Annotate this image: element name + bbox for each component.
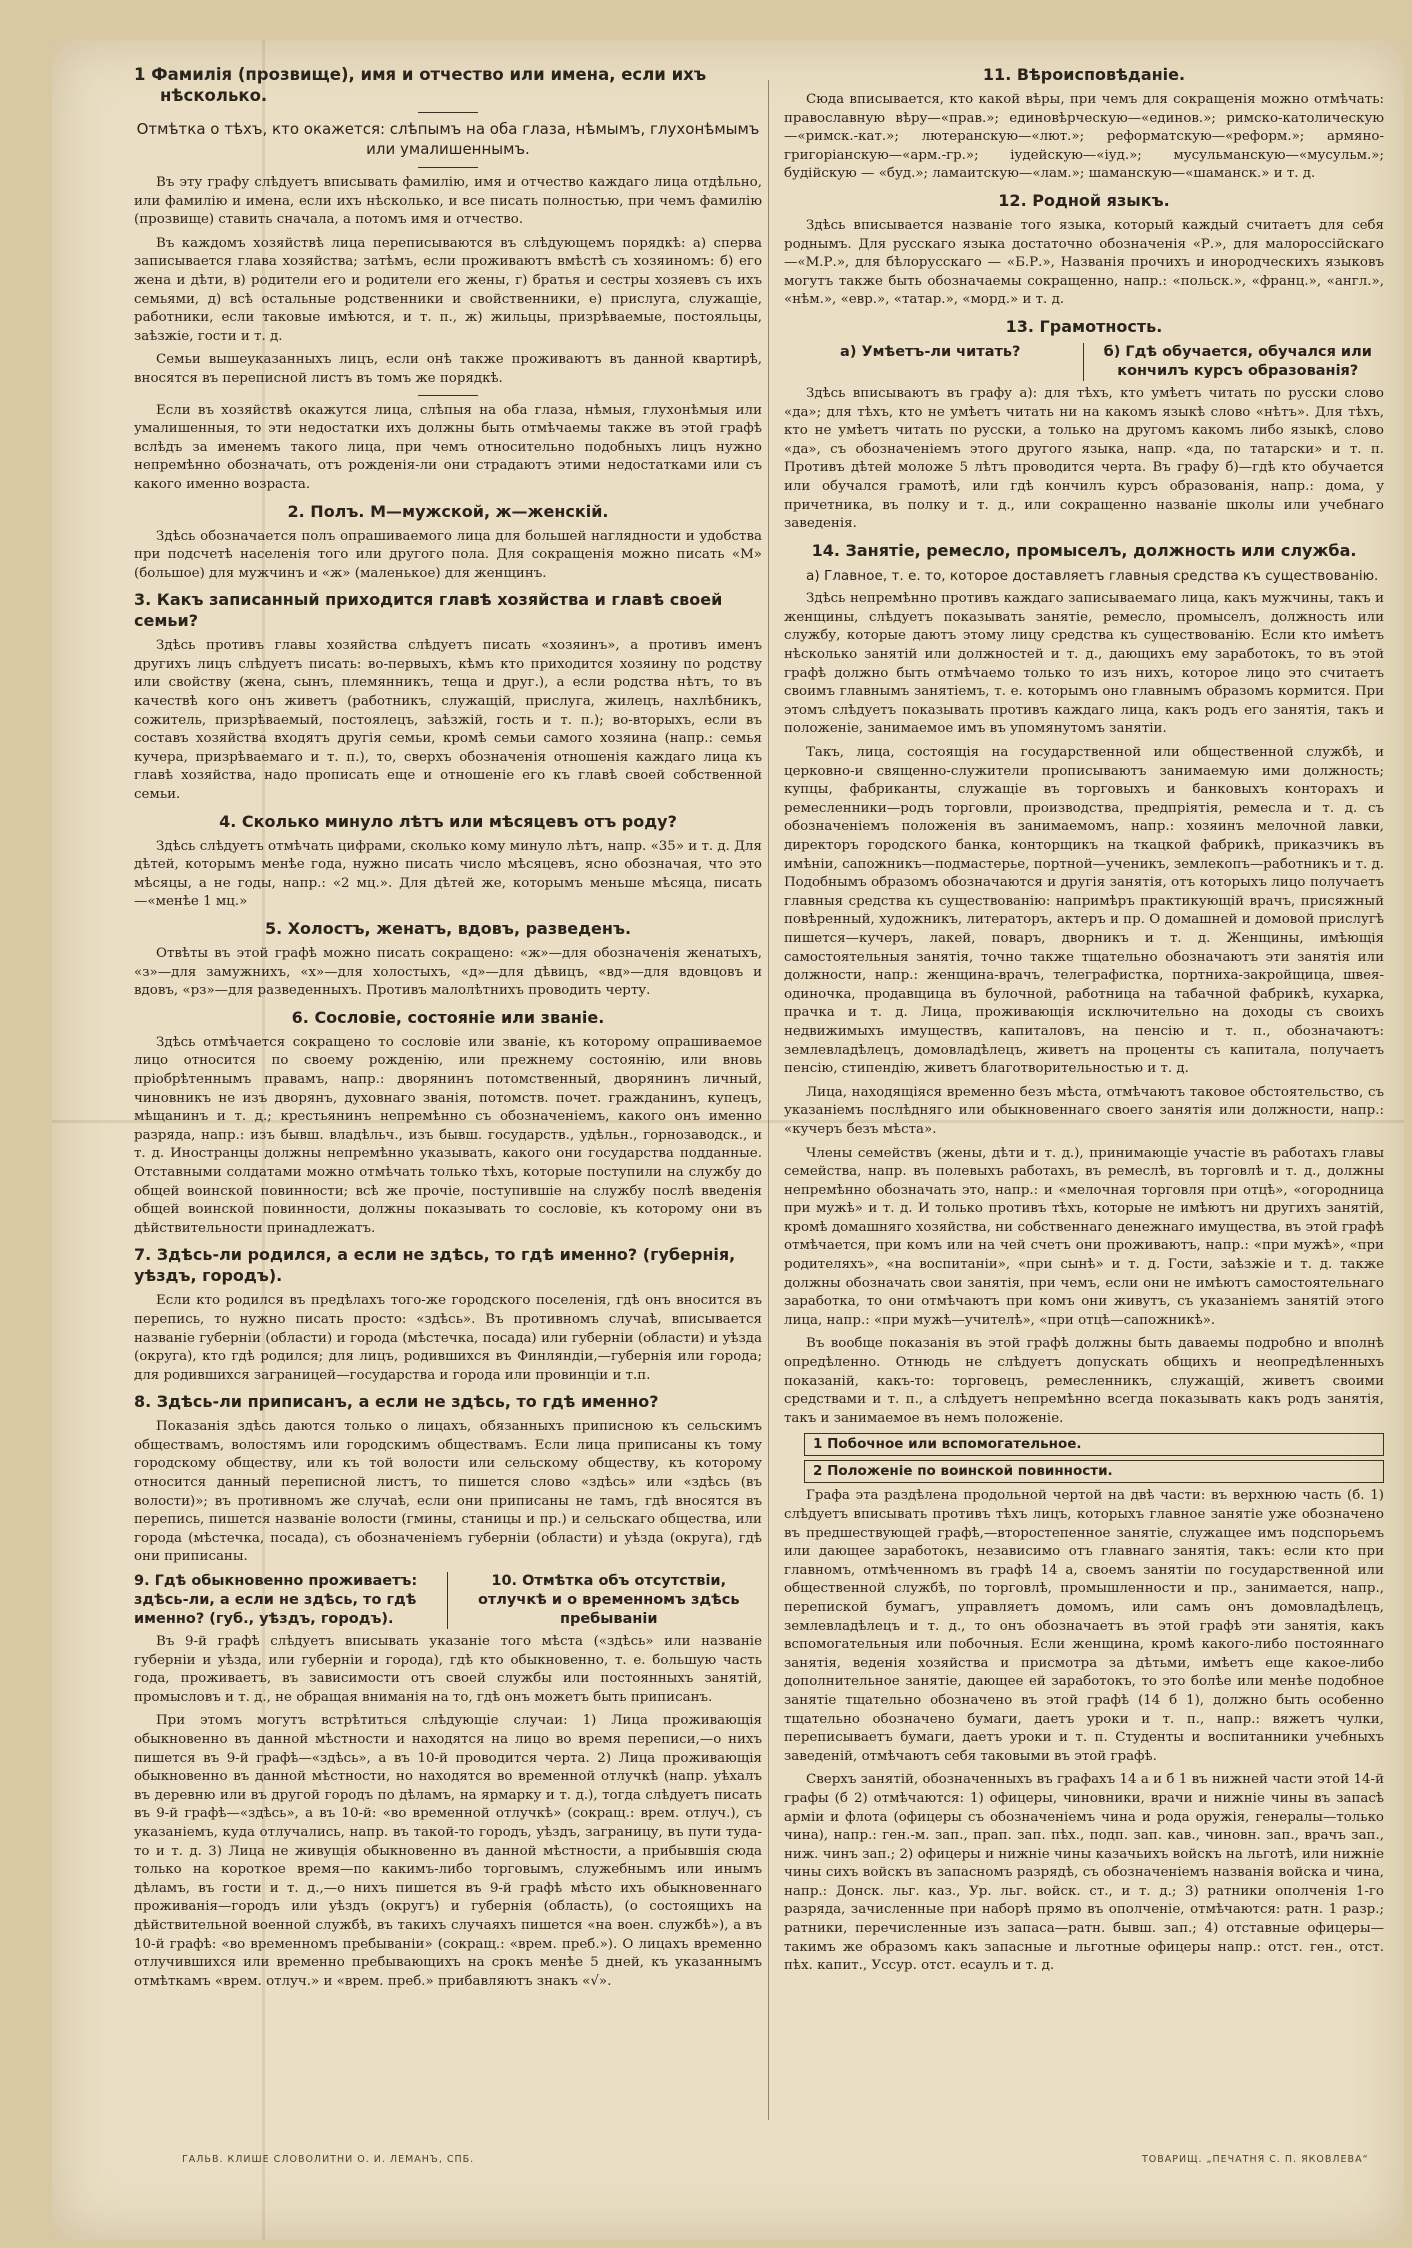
paragraph: Семьи вышеуказанныхъ лицъ, если онѣ также проживаютъ въ данной квартирѣ, вносятся въ переписной листъ въ томъ же порядкѣ.	[134, 352, 762, 386]
section-heading-1: 1 Фамилія (прозвище), имя и отчество или имена, если ихъ нѣсколько.	[134, 65, 707, 105]
section-heading-6: 6. Сословіе, состояніе или званіе.	[291, 1007, 605, 1027]
paragraph: Сюда вписывается, кто какой вѣры, при чемъ для сокращенія можно отмѣчать: православную вѣру—«прав.»; единовѣрческую—«единов.»; римско-католическую—«римск.-кат.»; лютеранскую—«лют.»; реформатскую—«реформ.»; армяно-григоріанскую—«арм.-гр.»; іудейскую—«іуд.»; мусульманскую—«мусульм.»; будійскую — «буд.»; ламаитскую—«лам.»; шаманскую—«шаманск.» и т. д.	[784, 92, 1384, 182]
section-heading-7: 7. Здѣсь-ли родился, а если не здѣсь, то гдѣ именно? (губернія, уѣздъ, городъ).	[134, 1245, 736, 1286]
paragraph-rule	[418, 395, 478, 396]
section-heading-3: 3. Какъ записанный приходится главѣ хозяйства и главѣ своей семьи?	[134, 590, 723, 631]
paragraph: Здѣсь обозначается полъ опрашиваемого лица для большей наглядности и удобства при подсчетѣ населенія того или другого пола. Для сокращенія можно писать «М» (большое) для мужчинъ и «ж» (маленькое) для женщинъ.	[134, 528, 762, 581]
section-heading-13-parts	[784, 343, 1384, 381]
paragraph: При этомъ могутъ встрѣтиться слѣдующіе случаи: 1) Лица проживающія обыкновенно въ данной мѣстности и находятся на лицо во время переписи,—о нихъ пишется въ 9-й графѣ—«здѣсь», а въ 10-й проводится черта. 2) Лица проживающія обыкновенно въ данной мѣстности, но находятся во временной отлучкѣ (напр. уѣхалъ въ деревню или въ другой городъ по дѣламъ, на ярмарку и т. д.), тогда слѣдуетъ писать въ 9-й графѣ—«здѣсь», а въ 10-й: «во временной отлучкѣ» (сокращ.: врем. отлуч.), съ указаніемъ, куда отлучались, напр. въ такой-то городъ, уѣздъ, заграницу, въ пути туда-то и т. д. 3) Лица не живущія обыкновенно въ данной мѣстности, а прибывшія сюда только на короткое время—по какимъ-либо торговымъ, служебнымъ или инымъ дѣламъ, въ гости и т. д.,—о нихъ пишется въ 9-й графѣ мѣсто ихъ обыкновеннаго проживанія—городъ или уѣздъ (округъ) и губернія (область), (о состоящихъ на дѣйствительной военной службѣ, въ такихъ случаяхъ пишется «на воен. службѣ»), а въ 10-й графѣ: «во временномъ пребываніи» (сокращ.: «врем. преб.»). О лицахъ временно отлучившихся или временно пребывающихъ на срокъ менѣе 5 дней, къ указаннымъ отмѣткамъ «врем. отлуч.» и «врем. преб.» прибавляютъ знакъ «√».	[134, 1713, 762, 1989]
column-divider	[768, 80, 769, 2120]
paragraph: Если въ хозяйствѣ окажутся лица, слѣпыя на оба глаза, нѣмыя, глухонѣмыя или умалишенныя, то эти недостатки ихъ должны быть отмѣчаемы также въ этой графѣ вслѣдъ за именемъ такого лица, при чемъ относительно подобныхъ лицъ нужно непремѣнно обозначать, отъ рожденія-ли они страдаютъ этими недостатками или съ какого именно возраста.	[134, 402, 762, 492]
paragraph: Графа эта раздѣлена продольной чертой на двѣ части: въ верхнюю часть (б. 1) слѣдуетъ вписывать противъ тѣхъ лицъ, которыхъ главное занятіе уже обозначено въ предшествующей графѣ,—второстепенное занятіе, служащее имъ подспорьемъ или дающее заработокъ, независимо отъ главнаго занятія, такъ: если кто при главномъ, отмѣченномъ въ графѣ 14 а, своемъ занятіи по государственной или общественной службѣ, по торговлѣ, промышленности и пр., занимается, напр., перепиской бумагъ, управляетъ домомъ, или самъ онъ домовладѣлецъ, землевладѣлецъ и т. д., то онъ обозначаетъ въ этой графѣ эти занятія, какъ вспомогательныя или побочныя. Если женщина, кромѣ какого-либо постояннаго занятія, веденія хозяйства и присмотра за дѣтьми, имѣетъ еще какое-либо дополнительное занятіе, дающее ей заработокъ, то это болѣе или менѣе подобное занятіе тщательно обозначено въ этой графѣ (14 б 1), должно быть особенно тщательно обозначено бумаги, даетъ уроки и т. п., напр.: вяжетъ чулки, переписываетъ бумаги, даетъ уроки и т. п. Студенты и воспитанники учебныхъ заведеній, отмѣчаютъ себя таковыми въ этой графѣ.	[784, 1488, 1384, 1764]
section-heading-13b: б) Гдѣ обучается, обучался или кончилъ курсъ образованія?	[1103, 343, 1372, 379]
section-heading-12: 12. Родной языкъ.	[998, 190, 1170, 210]
paragraph: Сверхъ занятій, обозначенныхъ въ графахъ 14 а и б 1 въ нижней части этой 14-й графы (б 2) отмѣчаются: 1) офицеры, чиновники, врачи и нижніе чины въ запасѣ арміи и флота (офицеры съ обозначеніемъ чина и рода оружія, генералы—только чина), напр.: ген.-м. зап., прап. зап. пѣх., подп. зап. кав., чиновн. зап., врачъ зап., ниж. чинъ зап.; 2) офицеры и нижніе чины казачьихъ войскъ на льготѣ, или нижніе чины сихъ войскъ въ запасномъ разрядѣ, съ обозначеніемъ названія войска и чина, напр.: Донск. льг. каз., Ур. льг. войск. ст., и т. д.; 3) ратники ополченія 1-го разряда, зачисленные при наборѣ прямо въ ополченіе, отмѣчаются: ратн. 1 разр.; ратники, перечисленные изъ запаса—ратн. бывш. зап.; 4) отставные офицеры—такимъ же образомъ какъ запасные и льготные офицеры напр.: отст. ген., отст. пѣх. капит., Уссур. отст. есаулъ и т. д.	[784, 1772, 1384, 1974]
paragraph: Здѣсь отмѣчается сокращено то сословіе или званіе, къ которому опрашиваемое лицо относится по своему рожденію, или прежнему состоянію, или вновь пріобрѣтеннымъ правамъ, напр.: дворянинъ потомственный, дворянинъ личный, чиновникъ не изъ дворянъ, духовнаго званія, потомств. почет. гражданинъ, купецъ, мѣщанинъ и т. д.; крестьянинъ непремѣнно съ обозначеніемъ, какого онъ именно разряда, напр.: изъ бывш. владѣльч., изъ бывш. государств., удѣльн., горнозаводск., и т. д. Иностранцы должны непремѣнно указывать, какого они государства подданные. Отставными солдатами можно отмѣчать только тѣхъ, которые поступили на службу до общей воинской повинности; всѣ же прочіе, поступившіе на службу послѣ введенія общей воинской повинности, должны показывать то сословіе, къ которому они въ дѣйствительности принадлежатъ.	[134, 1034, 762, 1236]
paragraph: Лица, находящіяся временно безъ мѣста, отмѣчаютъ таковое обстоятельство, съ указаніемъ послѣдняго или обыкновеннаго своего занятія или должности, напр.: «кучеръ безъ мѣста».	[784, 1084, 1384, 1137]
box-heading-b1: 1 Побочное или вспомогательное.	[804, 1433, 1384, 1456]
paragraph: Въ 9-й графѣ слѣдуетъ вписывать указаніе того мѣста («здѣсь» или названіе губерніи и уѣзда, или губерніи и города), гдѣ кто обыкновенно, т. е. большую часть года, проживаетъ, въ зависимости отъ своей службы или постоянныхъ занятій, промысловъ и т. д., не обращая вниманія на то, гдѣ онъ можетъ быть приписанъ.	[134, 1634, 762, 1705]
paragraph: Такъ, лица, состоящія на государственной или общественной службѣ, и церковно-и священно-служители прописываютъ занимаемую ими должность; купцы, фабриканты, служащіе въ торговыхъ и банковыхъ конторахъ и ремесленники—родъ торговли, производства, предпріятія, ремесла и т. д. съ обозначеніемъ положенія въ занимаемомъ, напр.: хозяинъ мелочной лавки, директоръ городского банка, конторщикъ на ткацкой фабрикѣ, приказчикъ въ имѣніи, сапожникъ—подмастерье, портной—ученикъ, землекопъ—работникъ и т. д. Подобнымъ образомъ обозначаются и другія занятія, отъ которыхъ лицо получаетъ главныя средства къ существованію: напримѣръ практикующій врачъ, присяжный повѣренный, художникъ, литераторъ, актеръ и пр. О домашней и домовой прислугѣ пишется—кучеръ, лакей, поваръ, дворникъ и т. д. Женщины, имѣющія самостоятельныя занятія, точно также тщательно обозначаютъ эти занятія или должности, напр.: женщина-врачъ, телеграфистка, портниха-закройщица, швея-одиночка, продавщица въ булочной, работница на табачной фабрикѣ, кухарка, прачка и т. д. Лица, проживающія исключительно на доходы съ своихъ недвижимыхъ имуществъ, капиталовъ, на пенсію и т. п., обозначаютъ: землевладѣлецъ, домовладѣлецъ, живетъ на проценты съ капитала, получаетъ пенсію, стипендію, живетъ благотворительностью и т. д.	[784, 745, 1384, 1077]
section-heading-8: 8. Здѣсь-ли приписанъ, а если не здѣсь, то гдѣ именно?	[134, 1392, 659, 1412]
paragraph: Если кто родился въ предѣлахъ того-же городского поселенія, гдѣ онъ вносится въ перепись, то нужно писать просто: «здѣсь». Въ противномъ случаѣ, вписывается названіе губерніи (области) и города (мѣстечка, посада) или губерніи (области) и уѣзда (округа), кто гдѣ родился; для лицъ, родившихся въ Финляндіи,—губернія или города; для родившихся заграницей—государства и города или провинціи и т.п.	[134, 1293, 762, 1383]
paragraph: Отвѣты въ этой графѣ можно писать сокращено: «ж»—для обозначенія женатыхъ, «з»—для замужнихъ, «х»—для холостыхъ, «д»—для дѣвицъ, «вд»—для вдовцовъ и вдовъ, «рз»—для разведенныхъ. Противъ малолѣтнихъ проводить черту.	[134, 946, 762, 999]
section-heading-14: 14. Занятіе, ремесло, промыселъ, должность или служба.	[811, 540, 1357, 560]
printer-credit-right: ТОВАРИЩ. „ПЕЧАТНЯ С. П. ЯКОВЛЕВА“	[1142, 2154, 1369, 2165]
section-heading-9-10	[134, 1572, 762, 1629]
census-instruction-sheet	[52, 40, 1404, 2240]
section-subheading-1: Отмѣтка о тѣхъ, кто окажется: слѣпымъ на оба глаза, нѣмымъ, глухонѣмымъ или умалишеннымъ.	[136, 120, 760, 158]
section-heading-13: 13. Грамотность.	[1005, 316, 1163, 336]
subheading-14a: а) Главное, т. е. то, которое доставляетъ главныя средства къ существованію.	[806, 567, 1379, 584]
paragraph: Въ каждомъ хозяйствѣ лица переписываются въ слѣдующемъ порядкѣ: а) сперва записывается глава хозяйства; затѣмъ, если проживаютъ вмѣстѣ съ хозяиномъ: б) его жена и дѣти, в) родители его и родители его жены, г) братья и сестры хозяевъ съ ихъ семьями, д) всѣ остальные родственники и свойственники, е) прислуга, служащіе, работники, если таковые имѣются, и т. п., ж) жильцы, призрѣваемые, постояльцы, заѣзжіе, гости и т. д.	[134, 235, 762, 344]
section-heading-2: 2. Полъ. М—мужской, ж—женскій.	[287, 501, 609, 521]
heading-rule	[418, 112, 478, 113]
section-heading-10: 10. Отмѣтка объ отсутствіи, отлучкѣ и о временномъ здѣсь пребываніи	[477, 1573, 740, 1628]
section-heading-9: 9. Гдѣ обыкновенно проживаетъ: здѣсь-ли, а если не здѣсь, то гдѣ именно? (губ., уѣздъ, городъ).	[134, 1572, 448, 1629]
section-heading-4: 4. Сколько минуло лѣтъ или мѣсяцевъ отъ роду?	[219, 811, 677, 831]
paragraph: Здѣсь непремѣнно противъ каждаго записываемаго лица, какъ мужчины, такъ и женщины, слѣдуетъ показывать занятіе, ремесло, промыселъ, должность или службу, которые даютъ этому лицу средства къ существованію. Если кто имѣетъ нѣсколько занятій или должностей и т. д., дающихъ ему заработокъ, то въ этой графѣ должно быть отмѣчаемо только то изъ нихъ, которое лицо это считаетъ своимъ главнымъ занятіемъ, т. е. которымъ оно главнымъ образомъ кормится. При этомъ слѣдуетъ показывать противъ каждаго лица, какъ родъ его занятія, такъ и положеніе, занимаемое имъ въ упомянутомъ занятіи.	[784, 591, 1384, 737]
printer-credit-left: ГАЛЬВ. КЛИШЕ СЛОВОЛИТНИ О. И. ЛЕМАНЪ, СПБ.	[182, 2154, 475, 2165]
box-heading-b2: 2 Положеніе по воинской повинности.	[804, 1460, 1384, 1483]
paragraph: Здѣсь вписывается названіе того языка, который каждый считаетъ для себя роднымъ. Для русскаго языка достаточно обозначенія «Р.», для малороссійскаго—«М.Р.», для бѣлорусскаго — «Б.Р.», Названія прочихъ и инородческихъ языковъ могутъ также быть обозначаемы сокращенно, напр.: «польск.», «франц.», «англ.», «нѣм.», «евр.», «татар.», «морд.» и т. д.	[784, 217, 1384, 308]
right-column	[784, 58, 1384, 2163]
section-heading-5: 5. Холостъ, женатъ, вдовъ, разведенъ.	[264, 919, 632, 938]
paragraph: Члены семействъ (жены, дѣти и т. д.), принимающіе участіе въ работахъ главы семейства, напр. въ полевыхъ работахъ, въ ремеслѣ, въ торговлѣ и т. д., должны непремѣнно обозначать это, напр.: и «мелочная торговля при отцѣ», «огородница при мужѣ» и т. д. И только противъ тѣхъ, которые не имѣютъ ни другихъ занятій, кромѣ домашняго хозяйства, ни собственнаго денежнаго имущества, въ этой графѣ отмѣчается, при комъ или на чей счетъ они проживаютъ, напр.: «при мужѣ», «при родителяхъ», «на воспитаніи», «при сынѣ» и т. д. Гости, заѣзжіе и т. д. также должны обозначать свои занятія, при чемъ, если они не имѣютъ самостоятельнаго заработка, то они отмѣчаютъ при комъ они живутъ, съ указаніемъ занятій этого лица, напр.: «при мужѣ—учителѣ», «при отцѣ—сапожникѣ».	[784, 1145, 1384, 1328]
paragraph: Здѣсь противъ главы хозяйства слѣдуетъ писать «хозяинъ», а противъ именъ другихъ лицъ слѣдуетъ писать: во-первыхъ, кѣмъ кто приходится хозяину по родству или свойству (жена, сынъ, племянникъ, теща и друг.), а если родства нѣтъ, то въ качествѣ кого онъ живетъ (работникъ, служащій, прислуга, жилецъ, нахлѣбникъ, сожитель, призрѣваемый, постоялецъ, заѣзжій, гость и т. п.); во-вторыхъ, если въ составъ хозяйства входятъ другія семьи, кромѣ семьи самого хозяина (напр.: семья кучера, призрѣваемаго и т. п.), то, сверхъ обозначенія отношенія каждаго лица къ главѣ хозяйства, надо прописать еще и отношеніе его къ главѣ своей собственной семьи.	[134, 638, 762, 803]
paragraph: Показанія здѣсь даются только о лицахъ, обязанныхъ приписною къ сельскимъ обществамъ, волостямъ или городскимъ обществамъ. Если лица приписаны къ тому городскому обществу, или къ той волости или сельскому обществу, къ которому относится данный переписной листъ, то пишется слово «здѣсь» или «здѣсь (въ волости)»; въ противномъ же случаѣ, если они приписаны не тамъ, гдѣ вносятся въ перепись, пишется названіе волости (гмины, станицы и пр.) и сельскаго общества, или города (мѣстечка, посада), съ обозначеніемъ губерніи (области) и уѣзда (округа), гдѣ они приписаны.	[134, 1419, 762, 1565]
section-heading-11: 11. Вѣроисповѣданіе.	[982, 65, 1186, 84]
paragraph: Здѣсь вписываютъ въ графу а): для тѣхъ, кто умѣетъ читать по русски слово «да»; для тѣхъ, кто не умѣетъ читать ни на какомъ языкѣ слово «нѣтъ». Для тѣхъ, кто не умѣетъ читать по русски, а только на другомъ какомъ либо языкѣ, слово «да», съ обозначеніемъ этого другого языка, напр. «да, по татарски» и т. п. Противъ дѣтей моложе 5 лѣтъ проводится черта. Въ графу б)—гдѣ кто обучается или обучался грамотѣ, или гдѣ кончилъ курсъ образованія, напр.: дома, у причетника, въ полку и т. д., или сокращенно названіе школы или учебнаго заведенія.	[784, 385, 1384, 532]
left-column	[134, 58, 762, 2163]
section-heading-13a: а) Умѣетъ-ли читать?	[784, 343, 1084, 381]
heading-rule	[418, 167, 478, 168]
paragraph: Въ эту графу слѣдуетъ вписывать фамилію, имя и отчество каждаго лица отдѣльно, или фамилію и имена, если ихъ нѣсколько, и все писать полностью, при чемъ фамилію (прозвище) ставить сначала, а потомъ имя и отчество.	[134, 175, 762, 228]
paragraph: Въ вообще показанія въ этой графѣ должны быть даваемы подробно и вполнѣ опредѣленно. Отнюдь не слѣдуетъ допускать общихъ и неопредѣленныхъ показаній, какъ-то: торговецъ, ремесленникъ, служащій, живетъ своими средствами и т. п., а слѣдуетъ непремѣнно всегда показывать какъ родъ занятія, такъ и занимаемое въ немъ положеніе.	[784, 1336, 1384, 1426]
paragraph: Здѣсь слѣдуетъ отмѣчать цифрами, сколько кому минуло лѣтъ, напр. «35» и т. д. Для дѣтей, которымъ менѣе года, нужно писать число мѣсяцевъ, ясно обозначая, что это мѣсяцы, а не годы, напр.: «2 мц.». Для дѣтей же, которымъ меньше мѣсяца, писать—«менѣе 1 мц.»	[134, 838, 762, 910]
